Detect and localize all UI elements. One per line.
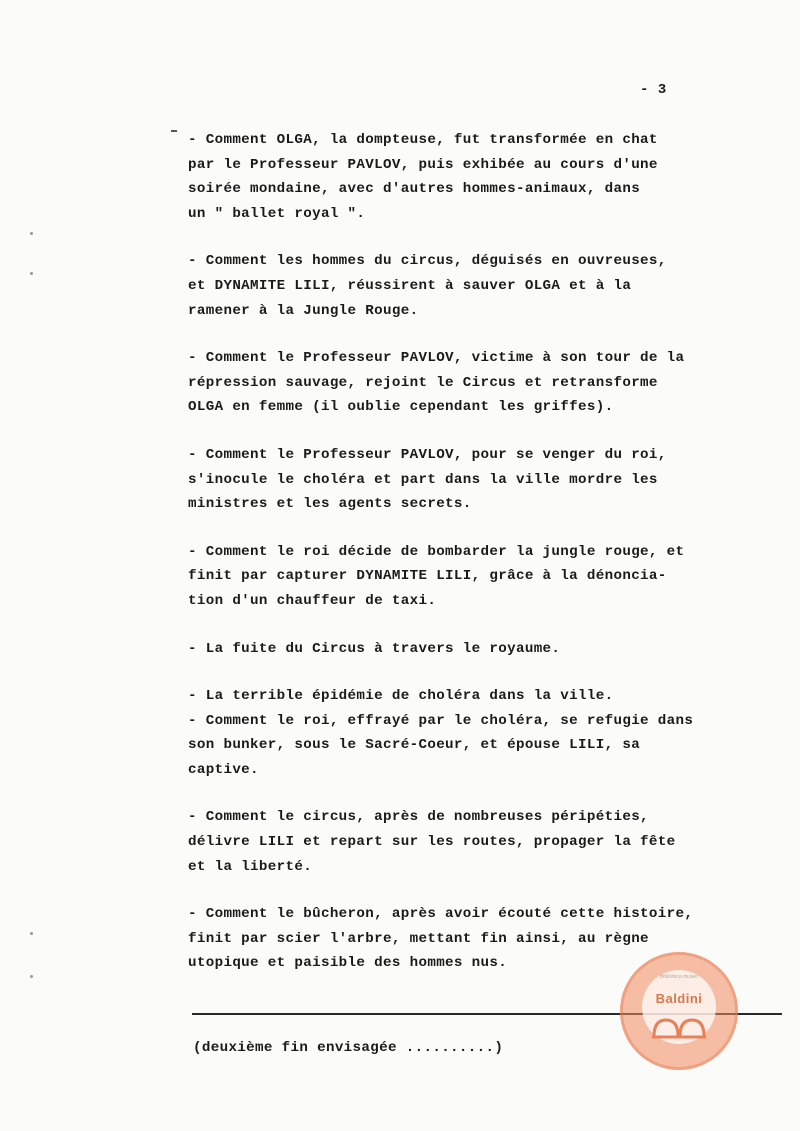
text-line: un " ballet royal ". <box>188 205 366 222</box>
binder-hole-mark <box>30 272 33 275</box>
footnote: (deuxième fin envisagée ..........) <box>193 1040 504 1056</box>
paragraph <box>188 443 778 517</box>
text-line: OLGA en femme (il oublie cependant les griffes). <box>188 399 614 416</box>
text-line: tion d'un chauffeur de taxi. <box>188 592 437 609</box>
text-line: délivre LILI et repart sur les routes, propager la fête <box>188 834 676 851</box>
text-line: ministres et les agents secrets. <box>188 496 472 513</box>
text-line: - Comment le bûcheron, après avoir écouté cette histoire, <box>188 906 694 923</box>
text-line: son bunker, sous le Sacré-Coeur, et épouse LILI, sa <box>188 737 641 754</box>
text-line: - Comment le circus, après de nombreuses péripéties, <box>188 809 649 826</box>
text-line: captive. <box>188 761 259 778</box>
paragraph <box>188 128 778 226</box>
text-line: et DYNAMITE LILI, réussirent à sauver OLGA et à la <box>188 277 632 294</box>
text-line: - La fuite du Circus à travers le royaume. <box>188 640 561 657</box>
text-line: - Comment le roi décide de bombarder la jungle rouge, et <box>188 543 685 560</box>
text-line: par le Professeur PAVLOV, puis exhibée au cours d'une <box>188 156 658 173</box>
text-line: - Comment les hommes du circus, déguisés en ouvreuses, <box>188 253 667 270</box>
paragraph <box>188 249 778 323</box>
library-stamp <box>620 952 738 1070</box>
text-line: finit par scier l'arbre, mettant fin ainsi, au règne <box>188 930 649 947</box>
paragraph <box>188 637 778 662</box>
text-line: - Comment OLGA, la dompteuse, fut transformée en chat <box>188 132 658 148</box>
text-line: ramener à la Jungle Rouge. <box>188 302 419 319</box>
text-line: - Comment le Professeur PAVLOV, victime à son tour de la <box>188 350 685 367</box>
text-line: et la liberté. <box>188 858 313 875</box>
book-icon <box>650 1014 708 1040</box>
typed-text-body <box>188 128 778 976</box>
text-line: soirée mondaine, avec d'autres hommes-animaux, dans <box>188 181 641 198</box>
text-line: s'inocule le choléra et part dans la ville mordre les <box>188 471 658 488</box>
page-number: - 3 <box>640 82 667 98</box>
text-line: utopique et paisible des hommes nus. <box>188 955 508 972</box>
paragraph <box>188 684 778 782</box>
binder-hole-mark <box>30 975 33 978</box>
stamp-name: Baldini <box>655 991 703 1006</box>
binder-hole-mark <box>30 932 33 935</box>
paragraph <box>188 805 778 879</box>
margin-mark <box>171 130 177 132</box>
text-line: - La terrible épidémie de choléra dans la ville. <box>188 688 614 705</box>
text-line: répression sauvage, rejoint le Circus et retransforme <box>188 374 658 391</box>
paragraph <box>188 540 778 614</box>
stamp-caption: Biblioteca museo <box>659 974 699 980</box>
text-line: - Comment le roi, effrayé par le choléra, se refugie dans <box>188 712 694 729</box>
binder-hole-mark <box>30 232 33 235</box>
text-line: - Comment le Professeur PAVLOV, pour se venger du roi, <box>188 446 667 463</box>
paragraph <box>188 346 778 420</box>
text-line: finit par capturer DYNAMITE LILI, grâce à la dénoncia- <box>188 568 667 585</box>
